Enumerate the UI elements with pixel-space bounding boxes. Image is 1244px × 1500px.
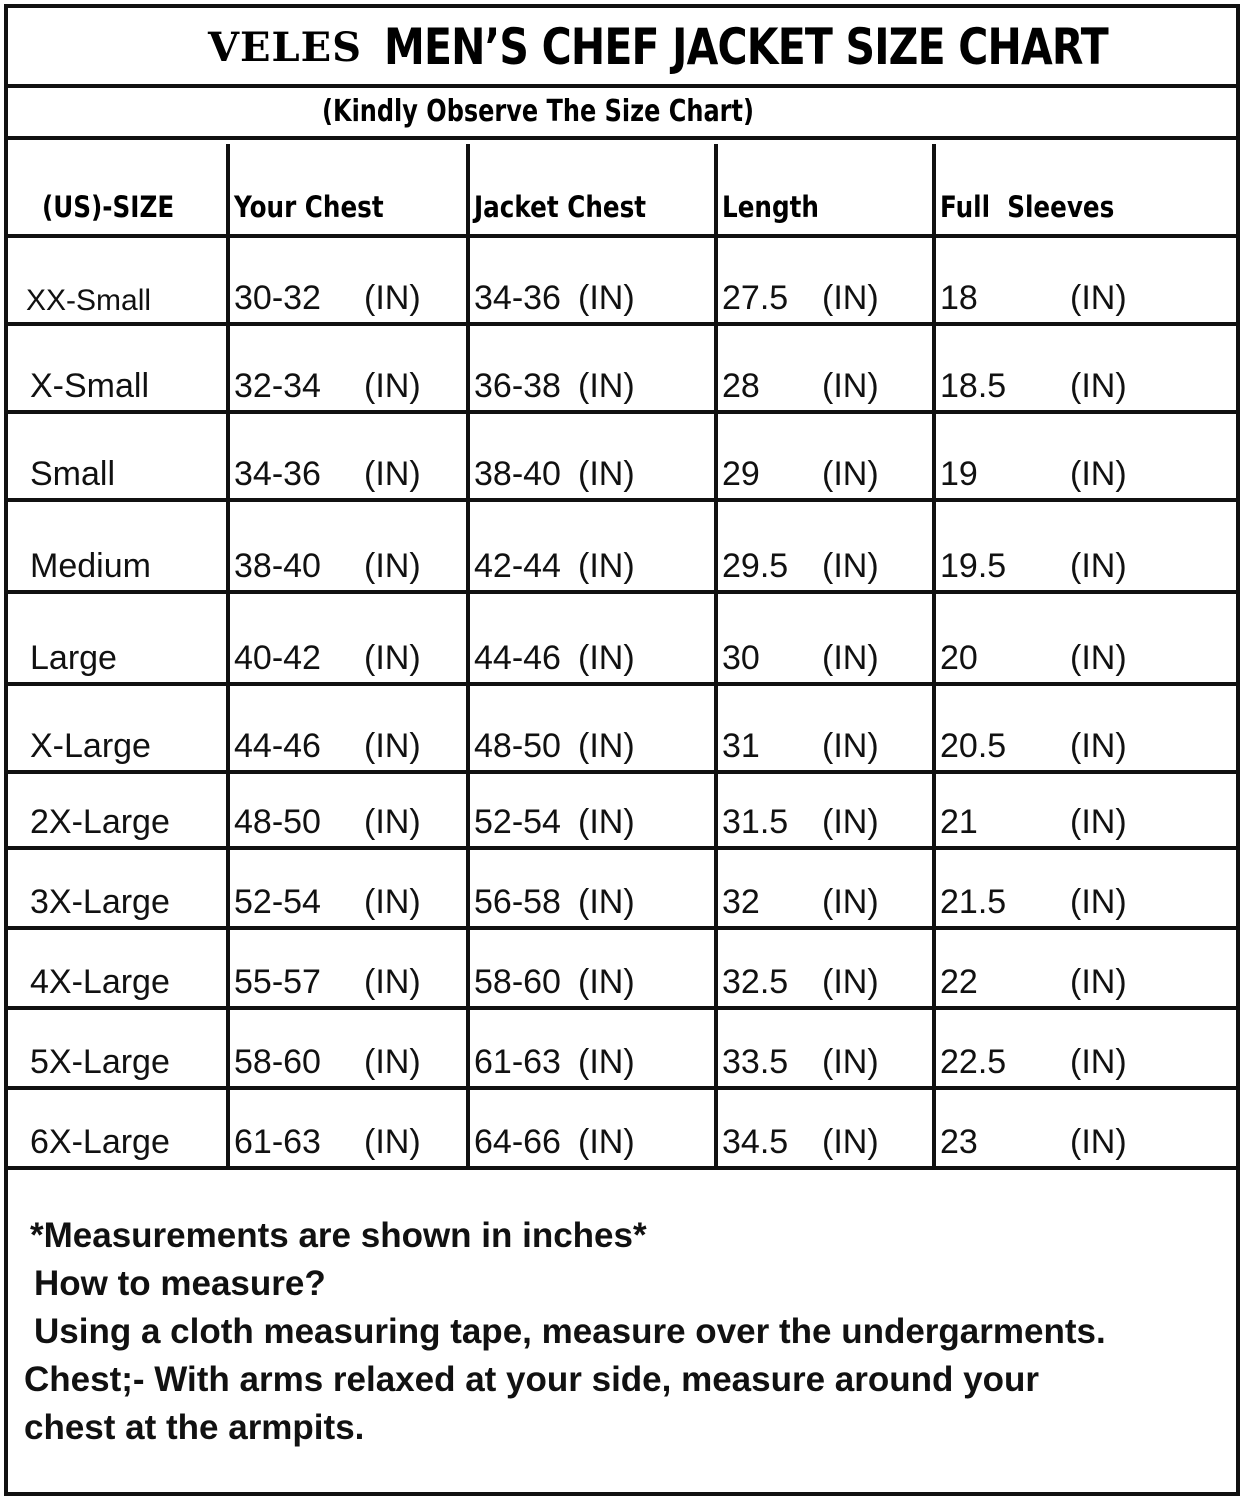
unit-label: (IN) xyxy=(578,279,635,317)
note-tape: Using a cloth measuring tape, measure over the undergarments. xyxy=(34,1312,1106,1351)
unit-label: (IN) xyxy=(578,455,635,493)
measurement-notes xyxy=(8,1168,1236,1492)
measurement-value: 44-46 xyxy=(234,727,321,765)
unit-label: (IN) xyxy=(364,1043,421,1081)
title-row xyxy=(8,8,1236,88)
measurement-value: 34.5 xyxy=(722,1123,789,1161)
sleeves-cell xyxy=(934,412,1236,500)
unit-label: (IN) xyxy=(822,883,879,921)
unit-label: (IN) xyxy=(1070,727,1127,765)
measurement-value: 64-66 xyxy=(474,1123,561,1161)
your-chest-cell xyxy=(228,1008,468,1088)
measurement-value: 22.5 xyxy=(940,1043,1007,1081)
unit-label: (IN) xyxy=(578,547,635,585)
size-cell: 3X-Large xyxy=(8,848,228,928)
size-chart xyxy=(4,4,1240,1496)
size-cell: Medium xyxy=(8,500,228,592)
your-chest-cell xyxy=(228,500,468,592)
measurement-value: 61-63 xyxy=(234,1123,321,1161)
column-header-full-sleeves: Full Sleeves xyxy=(934,144,1236,236)
jacket-chest-cell xyxy=(468,412,716,500)
unit-label: (IN) xyxy=(822,1043,879,1081)
size-cell: 6X-Large xyxy=(8,1088,228,1168)
jacket-chest-cell xyxy=(468,684,716,772)
measurement-value: 32-34 xyxy=(234,367,321,405)
size-cell: Large xyxy=(8,592,228,684)
page-title: MEN’S CHEF JACKET SIZE CHART xyxy=(384,18,1108,76)
unit-label: (IN) xyxy=(1070,803,1127,841)
length-cell xyxy=(716,236,934,324)
unit-label: (IN) xyxy=(1070,455,1127,493)
table-header-row xyxy=(8,144,1236,236)
unit-label: (IN) xyxy=(822,803,879,841)
column-header-your-chest: Your Chest xyxy=(228,144,468,236)
table-body xyxy=(8,236,1236,1168)
table-row xyxy=(8,500,1236,592)
measurement-value: 32.5 xyxy=(722,963,789,1001)
length-cell xyxy=(716,592,934,684)
measurement-value: 34-36 xyxy=(234,455,321,493)
your-chest-cell xyxy=(228,324,468,412)
measurement-value: 22 xyxy=(940,963,978,1001)
measurement-value: 52-54 xyxy=(474,803,561,841)
measurement-value: 32 xyxy=(722,883,760,921)
jacket-chest-cell xyxy=(468,1008,716,1088)
measurement-value: 40-42 xyxy=(234,639,321,677)
unit-label: (IN) xyxy=(364,1123,421,1161)
measurement-value: 55-57 xyxy=(234,963,321,1001)
measurement-value: 38-40 xyxy=(474,455,561,493)
sleeves-cell xyxy=(934,592,1236,684)
unit-label: (IN) xyxy=(578,727,635,765)
note-inches: *Measurements are shown in inches* xyxy=(30,1216,647,1255)
measurement-value: 31.5 xyxy=(722,803,789,841)
size-cell: X-Small xyxy=(8,324,228,412)
unit-label: (IN) xyxy=(1070,1043,1127,1081)
jacket-chest-cell xyxy=(468,772,716,848)
sleeves-cell xyxy=(934,928,1236,1008)
unit-label: (IN) xyxy=(822,279,879,317)
measurement-value: 18 xyxy=(940,279,978,317)
jacket-chest-cell xyxy=(468,324,716,412)
jacket-chest-cell xyxy=(468,236,716,324)
unit-label: (IN) xyxy=(1070,883,1127,921)
size-cell: 4X-Large xyxy=(8,928,228,1008)
unit-label: (IN) xyxy=(364,547,421,585)
length-cell xyxy=(716,1008,934,1088)
measurement-value: 29.5 xyxy=(722,547,789,585)
brand-logo: VELES xyxy=(208,24,363,71)
your-chest-cell xyxy=(228,684,468,772)
measurement-value: 56-58 xyxy=(474,883,561,921)
measurement-value: 30-32 xyxy=(234,279,321,317)
measurement-value: 52-54 xyxy=(234,883,321,921)
unit-label: (IN) xyxy=(364,727,421,765)
sleeves-cell xyxy=(934,1008,1236,1088)
unit-label: (IN) xyxy=(578,1043,635,1081)
sleeves-cell xyxy=(934,684,1236,772)
measurement-value: 19.5 xyxy=(940,547,1007,585)
size-cell: XX-Small xyxy=(8,236,228,324)
unit-label: (IN) xyxy=(1070,639,1127,677)
measurement-value: 21.5 xyxy=(940,883,1007,921)
table-row xyxy=(8,236,1236,324)
size-cell: 2X-Large xyxy=(8,772,228,848)
unit-label: (IN) xyxy=(364,279,421,317)
unit-label: (IN) xyxy=(578,639,635,677)
length-cell xyxy=(716,772,934,848)
length-cell xyxy=(716,684,934,772)
size-cell: Small xyxy=(8,412,228,500)
unit-label: (IN) xyxy=(822,547,879,585)
unit-label: (IN) xyxy=(822,1123,879,1161)
subtitle-row xyxy=(8,88,1236,140)
measurement-value: 58-60 xyxy=(474,963,561,1001)
length-cell xyxy=(716,928,934,1008)
size-table xyxy=(8,144,1236,1170)
measurement-value: 48-50 xyxy=(234,803,321,841)
table-row xyxy=(8,684,1236,772)
unit-label: (IN) xyxy=(578,1123,635,1161)
unit-label: (IN) xyxy=(578,367,635,405)
measurement-value: 61-63 xyxy=(474,1043,561,1081)
unit-label: (IN) xyxy=(1070,547,1127,585)
column-header-length: Length xyxy=(716,144,934,236)
unit-label: (IN) xyxy=(822,455,879,493)
measurement-value: 42-44 xyxy=(474,547,561,585)
measurement-value: 20.5 xyxy=(940,727,1007,765)
column-header-jacket-chest: Jacket Chest xyxy=(468,144,716,236)
size-cell: X-Large xyxy=(8,684,228,772)
table-row xyxy=(8,412,1236,500)
table-row xyxy=(8,848,1236,928)
your-chest-cell xyxy=(228,592,468,684)
jacket-chest-cell xyxy=(468,592,716,684)
measurement-value: 19 xyxy=(940,455,978,493)
your-chest-cell xyxy=(228,236,468,324)
measurement-value: 38-40 xyxy=(234,547,321,585)
unit-label: (IN) xyxy=(1070,367,1127,405)
size-cell: 5X-Large xyxy=(8,1008,228,1088)
unit-label: (IN) xyxy=(364,639,421,677)
measurement-value: 48-50 xyxy=(474,727,561,765)
unit-label: (IN) xyxy=(1070,279,1127,317)
your-chest-cell xyxy=(228,772,468,848)
length-cell xyxy=(716,1088,934,1168)
sleeves-cell xyxy=(934,324,1236,412)
measurement-value: 30 xyxy=(722,639,760,677)
unit-label: (IN) xyxy=(822,727,879,765)
jacket-chest-cell xyxy=(468,500,716,592)
sleeves-cell xyxy=(934,848,1236,928)
sleeves-cell xyxy=(934,236,1236,324)
table-row xyxy=(8,324,1236,412)
jacket-chest-cell xyxy=(468,848,716,928)
measurement-value: 20 xyxy=(940,639,978,677)
unit-label: (IN) xyxy=(822,963,879,1001)
measurement-value: 27.5 xyxy=(722,279,789,317)
measurement-value: 58-60 xyxy=(234,1043,321,1081)
sleeves-cell xyxy=(934,1088,1236,1168)
page-subtitle: (Kindly Observe The Size Chart) xyxy=(322,94,754,129)
unit-label: (IN) xyxy=(822,367,879,405)
sleeves-cell xyxy=(934,500,1236,592)
note-chest: Chest;- With arms relaxed at your side, measure around your xyxy=(24,1360,1039,1399)
your-chest-cell xyxy=(228,412,468,500)
your-chest-cell xyxy=(228,848,468,928)
unit-label: (IN) xyxy=(1070,1123,1127,1161)
measurement-value: 23 xyxy=(940,1123,978,1161)
unit-label: (IN) xyxy=(364,963,421,1001)
length-cell xyxy=(716,412,934,500)
note-chest-cont: chest at the armpits. xyxy=(24,1408,365,1447)
table-row xyxy=(8,772,1236,848)
note-how-to-measure: How to measure? xyxy=(34,1264,326,1303)
unit-label: (IN) xyxy=(822,639,879,677)
length-cell xyxy=(716,324,934,412)
unit-label: (IN) xyxy=(364,367,421,405)
unit-label: (IN) xyxy=(364,883,421,921)
table-row xyxy=(8,928,1236,1008)
table-row xyxy=(8,1088,1236,1168)
length-cell xyxy=(716,848,934,928)
measurement-value: 31 xyxy=(722,727,760,765)
unit-label: (IN) xyxy=(1070,963,1127,1001)
measurement-value: 44-46 xyxy=(474,639,561,677)
table-row xyxy=(8,592,1236,684)
measurement-value: 36-38 xyxy=(474,367,561,405)
sleeves-cell xyxy=(934,772,1236,848)
measurement-value: 28 xyxy=(722,367,760,405)
unit-label: (IN) xyxy=(364,803,421,841)
unit-label: (IN) xyxy=(578,883,635,921)
unit-label: (IN) xyxy=(578,803,635,841)
your-chest-cell xyxy=(228,1088,468,1168)
measurement-value: 29 xyxy=(722,455,760,493)
column-header-size: (US)-SIZE xyxy=(8,144,228,236)
measurement-value: 21 xyxy=(940,803,978,841)
your-chest-cell xyxy=(228,928,468,1008)
table-row xyxy=(8,1008,1236,1088)
jacket-chest-cell xyxy=(468,928,716,1008)
unit-label: (IN) xyxy=(578,963,635,1001)
unit-label: (IN) xyxy=(364,455,421,493)
jacket-chest-cell xyxy=(468,1088,716,1168)
measurement-value: 18.5 xyxy=(940,367,1007,405)
length-cell xyxy=(716,500,934,592)
measurement-value: 34-36 xyxy=(474,279,561,317)
measurement-value: 33.5 xyxy=(722,1043,789,1081)
